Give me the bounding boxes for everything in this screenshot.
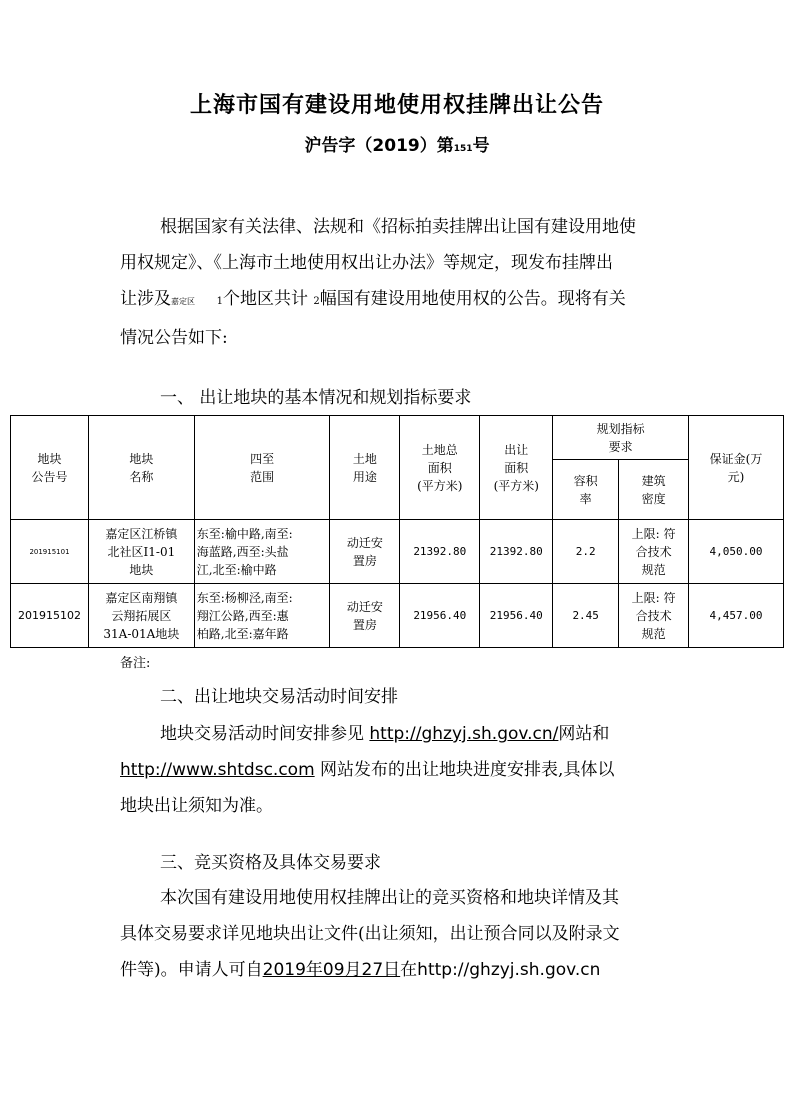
header-plot-name: 地块 名称 [88, 416, 194, 520]
section-3-text: 在 [400, 960, 418, 980]
document-number-suffix: 号 [472, 136, 490, 156]
intro-line-1: 根据国家有关法律、法规和《招标拍卖挂牌出让国有建设用地使 [160, 217, 636, 237]
table-row [11, 520, 784, 584]
cell-plot-no: 201915101 [11, 520, 89, 584]
cell-far: 2.45 [553, 584, 619, 648]
cell-land-use: 动迁安 置房 [330, 520, 400, 584]
district-count: 1 [216, 296, 223, 307]
plot-table [10, 415, 784, 648]
cell-deposit: 4,050.00 [689, 520, 784, 584]
link-shtdsc[interactable]: http://www.shtdsc.com [120, 760, 315, 780]
cell-density: 上限: 符 合技术 规范 [619, 584, 689, 648]
header-sell-area: 出让 面积 (平方米) [480, 416, 553, 520]
section-3-text: 件等)。申请人可自 [120, 960, 263, 980]
cell-total-area: 21392.80 [400, 520, 480, 584]
table-row [11, 584, 784, 648]
cell-plot-name: 嘉定区江桥镇 北社区I1-01 地块 [88, 520, 194, 584]
cell-plot-name: 嘉定区南翔镇 云翔拓展区 31A-01A地块 [88, 584, 194, 648]
header-boundary: 四至 范围 [194, 416, 330, 520]
cell-far: 2.2 [553, 520, 619, 584]
intro-line-4: 情况公告如下: [120, 328, 228, 348]
section-2-text: 地块交易活动时间安排参见 [160, 724, 364, 744]
cell-total-area: 21956.40 [400, 584, 480, 648]
district-name: 嘉定区 [171, 297, 195, 306]
section-3-line-3 [120, 952, 680, 988]
section-2-line-1 [120, 716, 680, 752]
page-title: 上海市国有建设用地使用权挂牌出让公告 [189, 93, 604, 118]
link-ghzyj[interactable]: http://ghzyj.sh.gov.cn/ [369, 724, 559, 744]
header-far: 容积 率 [553, 460, 619, 520]
section-2-title: 二、出让地块交易活动时间安排 [160, 687, 398, 707]
cell-deposit: 4,457.00 [689, 584, 784, 648]
application-date: 2019年09月27日 [262, 960, 401, 980]
cell-land-use: 动迁安 置房 [330, 584, 400, 648]
section-2-text: 网站发布的出让地块进度安排表,具体以 [320, 760, 615, 780]
section-2-body [120, 716, 680, 824]
cell-density: 上限: 符 合技术 规范 [619, 520, 689, 584]
header-total-area: 土地总 面积 (平方米) [400, 416, 480, 520]
intro-text: 让涉及 [120, 289, 171, 309]
header-land-use: 土地 用途 [330, 416, 400, 520]
plot-count: 2 [313, 296, 320, 307]
intro-text: 个地区共计 [223, 289, 308, 309]
section-2-line-3: 地块出让须知为准。 [120, 796, 273, 816]
header-density: 建筑 密度 [619, 460, 689, 520]
header-plan-index: 规划指标 要求 [553, 416, 689, 460]
table-note: 备注: [120, 656, 151, 671]
document-number-value: 151 [453, 144, 473, 154]
section-3-line-2: 具体交易要求详见地块出让文件(出让须知，出让预合同以及附录文 [120, 924, 620, 944]
cell-plot-no: 201915102 [11, 584, 89, 648]
intro-text: 幅国有建设用地使用权的公告。现将有关 [319, 289, 626, 309]
cell-boundary: 东至:榆中路,南至: 海蓝路,西至:头盐 江,北至:榆中路 [194, 520, 330, 584]
cell-sell-area: 21392.80 [480, 520, 553, 584]
section-3-body [120, 880, 680, 988]
document-number-prefix: 沪告字（2019）第 [304, 136, 454, 156]
document-number [0, 131, 794, 156]
intro-line-3 [120, 281, 680, 320]
section-3-line-1: 本次国有建设用地使用权挂牌出让的竞买资格和地块详情及其 [160, 888, 619, 908]
cell-boundary: 东至:杨柳泾,南至: 翔江公路,西至:惠 柏路,北至:嘉年路 [194, 584, 330, 648]
section-2-line-2 [120, 752, 680, 788]
header-deposit: 保证金(万 元) [689, 416, 784, 520]
section-2-text: 网站和 [558, 724, 610, 744]
link-ghzyj-2[interactable]: http://ghzyj.sh.gov.cn [417, 960, 601, 980]
section-3-title: 三、竞买资格及具体交易要求 [160, 853, 381, 873]
cell-sell-area: 21956.40 [480, 584, 553, 648]
intro-line-2: 用权规定》、《上海市土地使用权出让办法》等规定，现发布挂牌出 [120, 253, 613, 273]
header-plot-no: 地块 公告号 [11, 416, 89, 520]
section-1-title: 一、 出让地块的基本情况和规划指标要求 [160, 388, 472, 408]
intro-paragraph [120, 209, 680, 356]
